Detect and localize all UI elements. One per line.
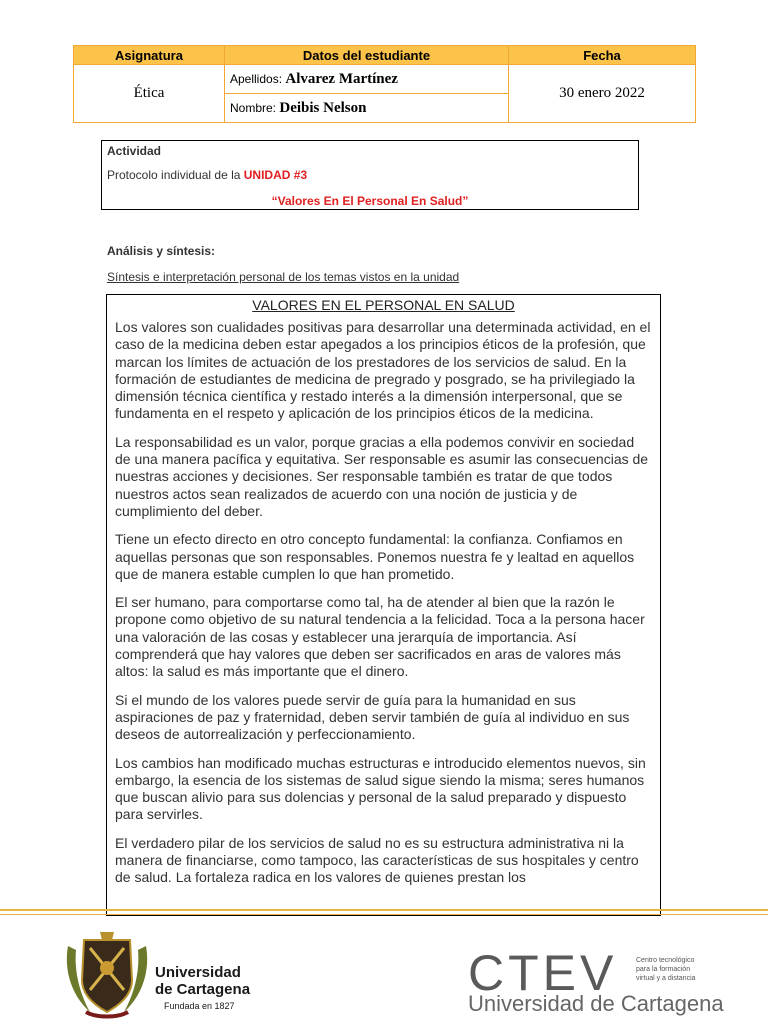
ctev-tagline xyxy=(636,956,696,983)
ctev-tagline-line2: para la formación xyxy=(636,966,691,973)
surname-cell xyxy=(225,65,509,94)
essay-paragraph: Si el mundo de los valores puede servir de guía para la humanidad en sus aspiraciones de paz y fraternidad, deben servir también de guía al individuo en sus deseos de autorrealización y perfeccionamiento. xyxy=(115,691,630,743)
name-label: Nombre: xyxy=(230,100,277,115)
activity-box xyxy=(101,140,639,210)
analysis-heading: Análisis y síntesis: xyxy=(107,244,216,258)
essay-paragraph: La responsabilidad es un valor, porque gracias a ella podemos convivir en sociedad de una manera pacífica y equitativa. Ser responsable es asumir las consecuencias de nuestras acciones y decisiones. Ser responsable también es tratar de que todos nuestros actos sean realizados de acuerdo con una noción de justicia y de cumplimiento del deber. xyxy=(115,433,649,519)
date-value: 30 enero 2022 xyxy=(509,65,696,123)
header-date-label: Fecha xyxy=(509,46,696,65)
name-cell xyxy=(225,94,509,123)
activity-protocol xyxy=(107,168,307,182)
surname-value: Alvarez Martínez xyxy=(285,70,398,87)
activity-theme: “Valores En El Personal En Salud” xyxy=(271,194,469,208)
synthesis-subheading: Síntesis e interpretación personal de los temas vistos en la unidad xyxy=(107,270,460,284)
protocol-text: Protocolo individual de la xyxy=(107,168,241,182)
essay-paragraph: El ser humano, para comportarse como tal, ha de atender al bien que la razón le propone como objetivo de su natural tendencia a la felicidad. Toca a la persona hacer una valoración de las cosas y establecer una jerarquía de importancia. Así comprenderá que hay valores que deben ser sacrificados en aras de valores más altos: la salud es más importante que el dinero. xyxy=(115,594,645,680)
subject-value: Ética xyxy=(74,65,225,123)
essay-body xyxy=(115,319,652,898)
essay-paragraph: Tiene un efecto directo en otro concepto fundamental: la confianza. Confiamos en aquellas personas que son responsables. Ponemos nuestra fe y lealtad en aquellos que de manera estable cumplen lo que han prometido. xyxy=(115,531,635,582)
surname-label: Apellidos: xyxy=(230,71,283,86)
header-table xyxy=(73,45,696,123)
ctev-tagline-line1: Centro tecnológico xyxy=(636,957,695,964)
university-founded: Fundada en 1827 xyxy=(164,1001,235,1011)
ctev-logo-text: CTEV xyxy=(468,945,618,1001)
university-crest-icon xyxy=(60,928,154,1020)
activity-label: Actividad xyxy=(107,144,162,158)
university-name-line2: de Cartagena xyxy=(155,981,251,998)
header-subject-label: Asignatura xyxy=(74,46,225,65)
footer-divider-thin xyxy=(0,914,768,915)
ctev-university: Universidad de Cartagena xyxy=(468,991,724,1016)
university-name xyxy=(155,964,250,998)
university-name-line1: Universidad xyxy=(155,964,241,981)
essay-paragraph: Los valores son cualidades positivas para desarrollar una determinada actividad, en el caso de la medicina deben estar apegados a los principios éticos de la profesión, que marcan los límites de actuación de los prestadores de los servicios de salud. En la formación de estudiantes de medicina de pregrado y posgrado, se ha privilegiado la dimensión técnica científica y restado interés a la dimensión interpersonal, que se fundamenta en el respeto y aplicación de los principios éticos de la medicina. xyxy=(115,319,651,422)
essay-title: VALORES EN EL PERSONAL EN SALUD xyxy=(252,297,515,313)
name-value: Deibis Nelson xyxy=(279,99,367,116)
essay-paragraph: Los cambios han modificado muchas estructuras e introducido elementos nuevos, sin embargo, la esencia de los sistemas de salud sigue siendo la misma; seres humanos que buscan alivio para sus dolencias y personal de la salud preparado y dispuesto para servirles. xyxy=(115,754,646,823)
essay-box xyxy=(106,294,661,916)
ctev-tagline-line3: virtual y a distancia xyxy=(636,975,696,982)
footer-divider xyxy=(0,909,768,911)
header-student-label: Datos del estudiante xyxy=(225,46,509,65)
essay-paragraph: El verdadero pilar de los servicios de salud no es su estructura administrativa ni la manera de financiarse, como tampoco, las características de sus hospitales y centro de salud. La fortaleza radica en los valores de quienes prestan los xyxy=(115,834,639,886)
unit-label: UNIDAD #3 xyxy=(243,168,308,182)
